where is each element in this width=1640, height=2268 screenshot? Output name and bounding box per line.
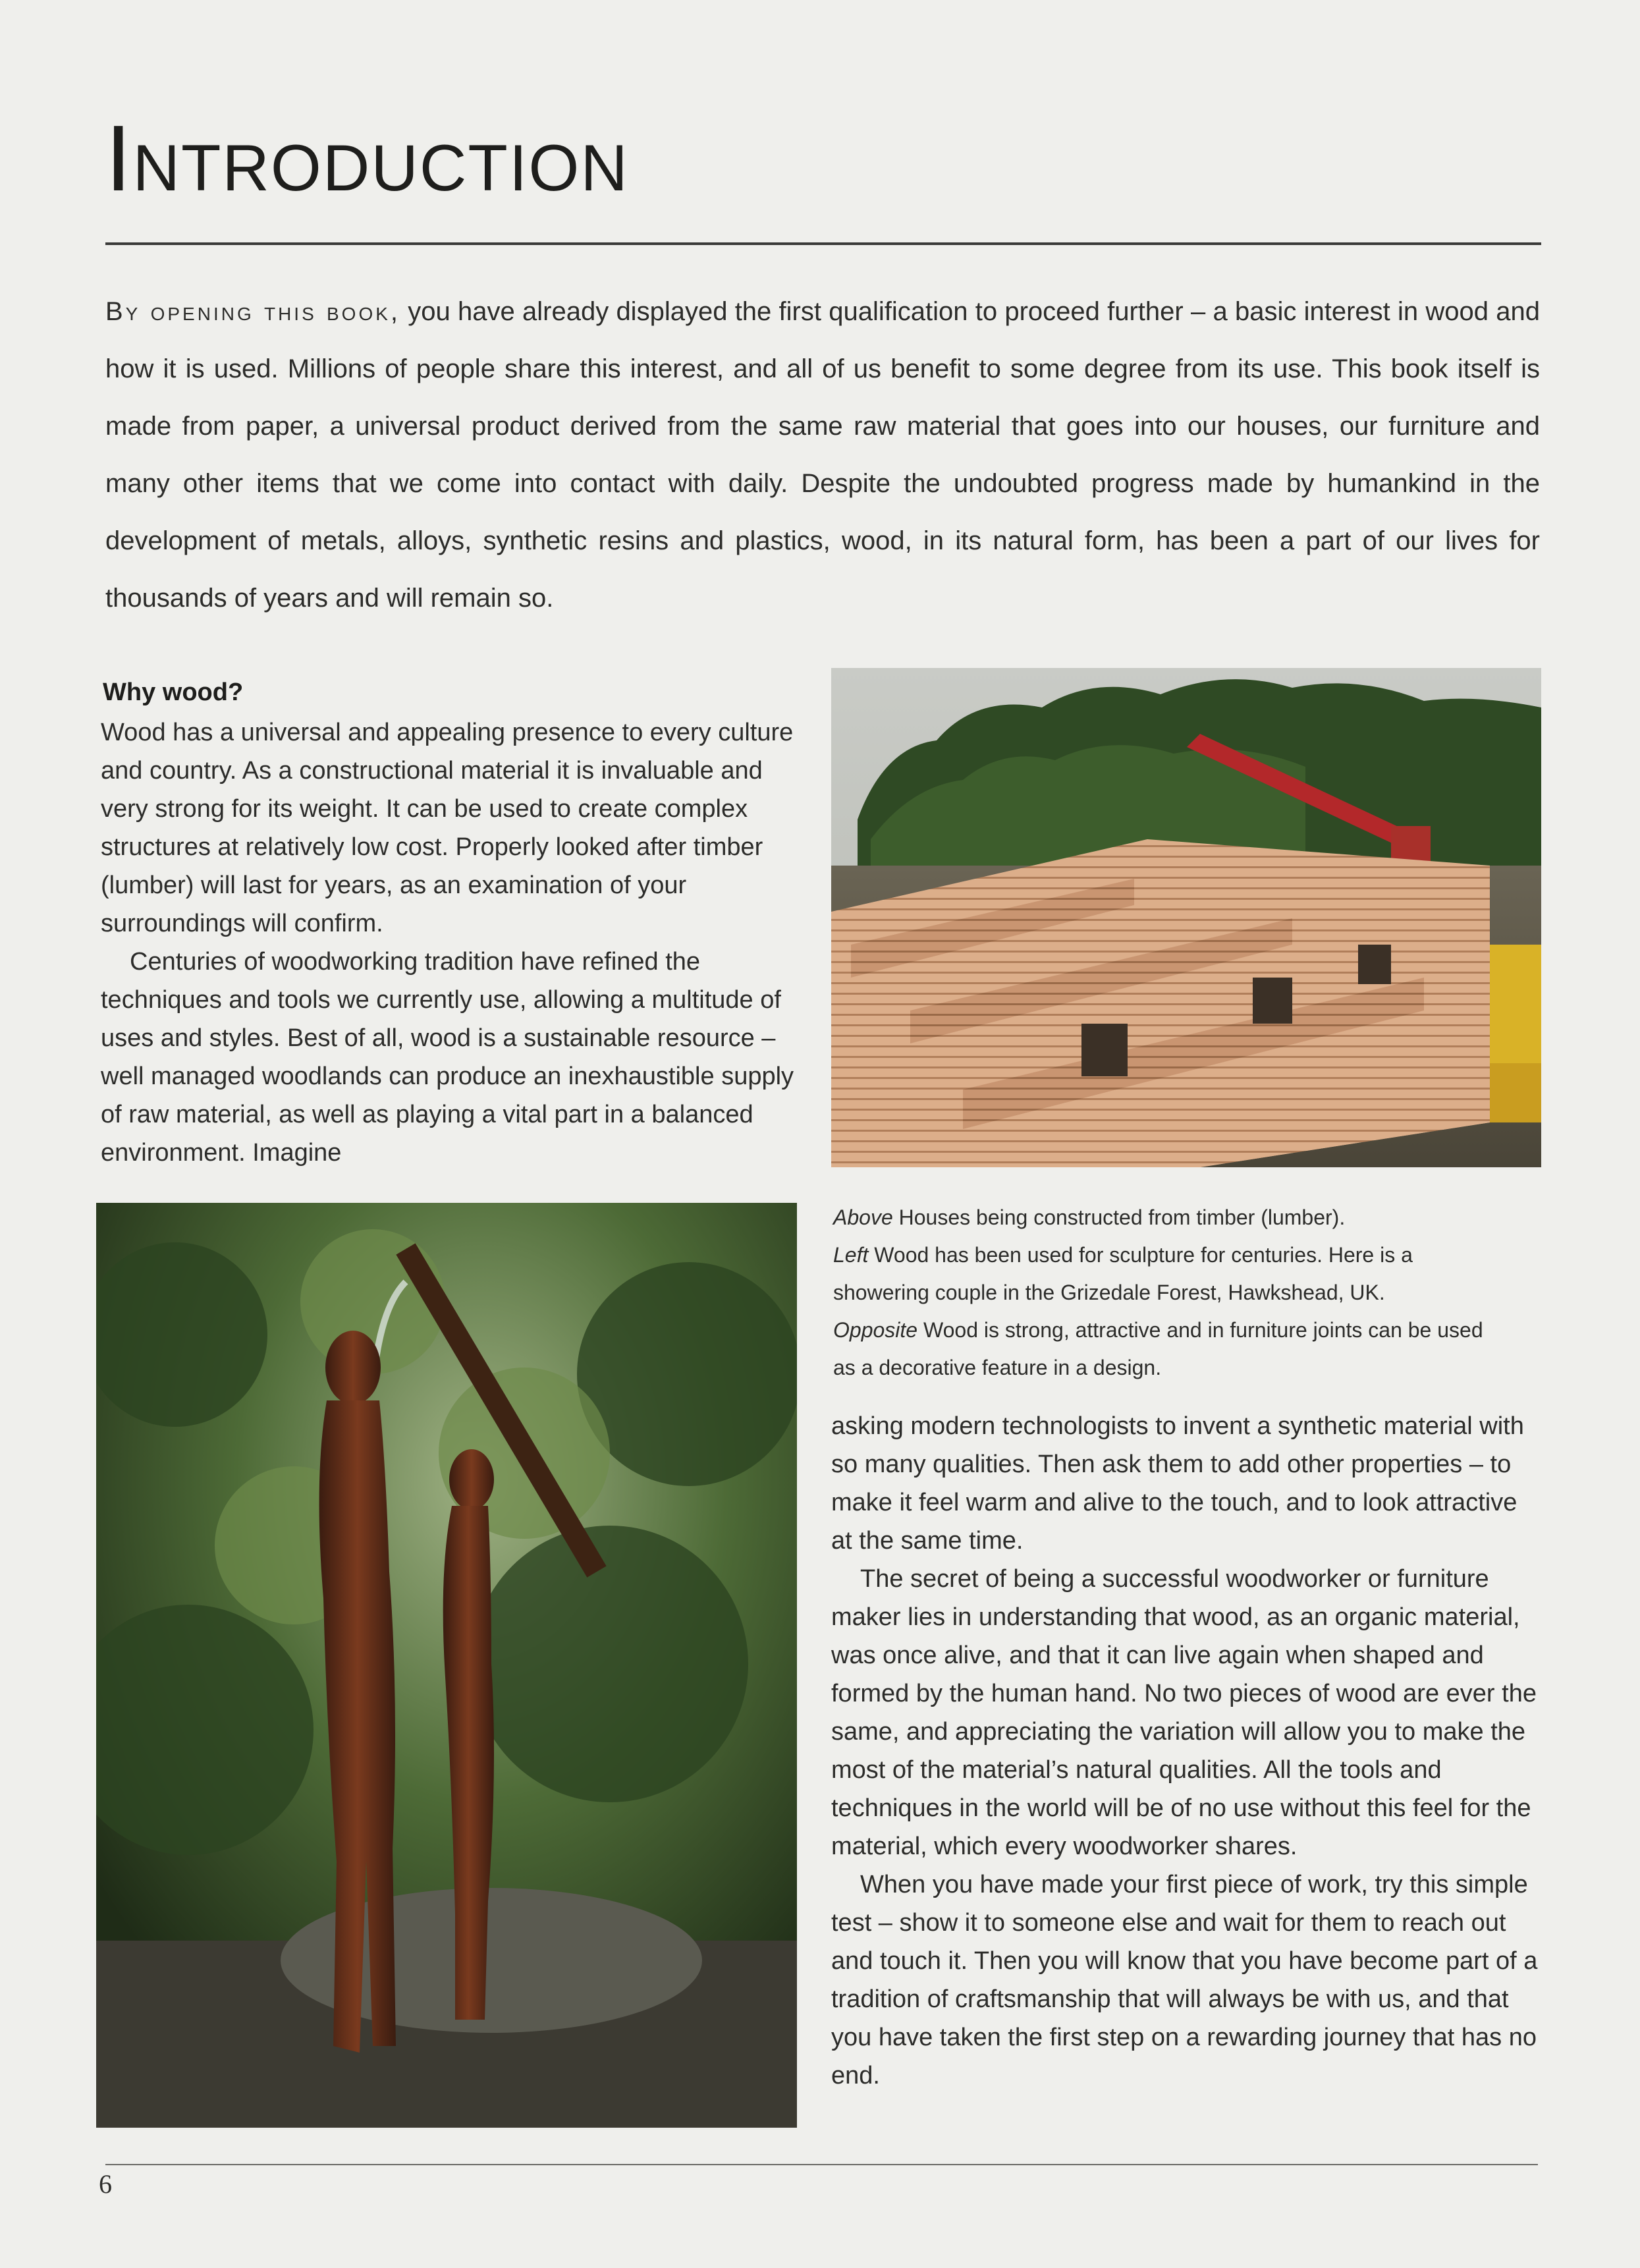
left-text-column [101,713,799,1172]
body-paragraph: The secret of being a successful woodworker or furniture maker lies in understanding that wood, as an organic material, was once alive, and that it can live again when shaped and formed by the human hand. No two pieces of wood are ever the same, and appreciating the variation will allow you to make the most of the material’s natural qualities. All the tools and techniques in the world will be of no use without this feel for the material, which every woodworker shares. [831,1565,1537,1860]
forest-sculpture-photo [96,1203,797,2128]
page-title: Introduction [105,106,629,211]
photo-captions [833,1199,1492,1387]
section-heading: Why wood? [103,678,244,706]
houses-construction-photo [831,668,1541,1167]
caption-above [833,1199,1492,1236]
intro-text: you have already displayed the first qualification to proceed further – a basic interest in wood and how it is used. Millions of people share this interest, and all of us benefit to some degree from its use. This book itself is made from paper, a universal product derived from the same raw material that goes into our houses, our furniture and many other items that we come into contact with daily. Despite the undoubted progress made by humankind in the development of metals, alloys, synthetic resins and plastics, wood, in its natural form, has been a part of our lives for thousands of years and will remain so. [105,297,1540,613]
caption-left [833,1236,1492,1312]
caption-text: Houses being constructed from timber (lumber). [892,1205,1346,1229]
caption-label: Above [833,1205,893,1229]
footer-rule [105,2164,1538,2165]
intro-lead: By opening this book, [105,297,401,326]
caption-label: Opposite [833,1318,918,1342]
body-paragraph: Centuries of woodworking tradition have refined the techniques and tools we currently use, allowing a multitude of uses and styles. Best of all, wood is a sustainable resource – well managed woodlands can produce an inexhaustible supply of raw material, as well as playing a vital part in a balanced environment. Imagine [101,948,794,1167]
intro-paragraph [105,283,1540,627]
caption-opposite [833,1312,1492,1387]
body-paragraph: Wood has a universal and appealing presence to every culture and country. As a constructional material it is invaluable and very strong for its weight. It can be used to create complex structures at relatively low cost. Properly looked after timber (lumber) will last for years, as an examination of your surroundings will confirm. [101,719,794,937]
caption-label: Left [833,1243,869,1267]
caption-text: Wood is strong, attractive and in furniture joints can be used as a decorative feature in a design. [833,1318,1483,1379]
body-paragraph: When you have made your first piece of work, try this simple test – show it to someone else and wait for them to reach out and touch it. Then you will know that you have become part of a tradition of craftsmanship that will always be with us, and that you have taken the first step on a rewarding journey that has no end. [831,1871,1538,2089]
title-rule [105,242,1541,245]
caption-text: Wood has been used for sculpture for centuries. Here is a showering couple in the Grizedale Forest, Hawkshead, UK. [833,1243,1413,1304]
right-text-column [831,1407,1543,2095]
body-paragraph: asking modern technologists to invent a synthetic material with so many qualities. Then ask them to add other properties – to make it feel warm and alive to the touch, and to look attractive at the same time. [831,1412,1524,1555]
page-number: 6 [99,2169,112,2199]
